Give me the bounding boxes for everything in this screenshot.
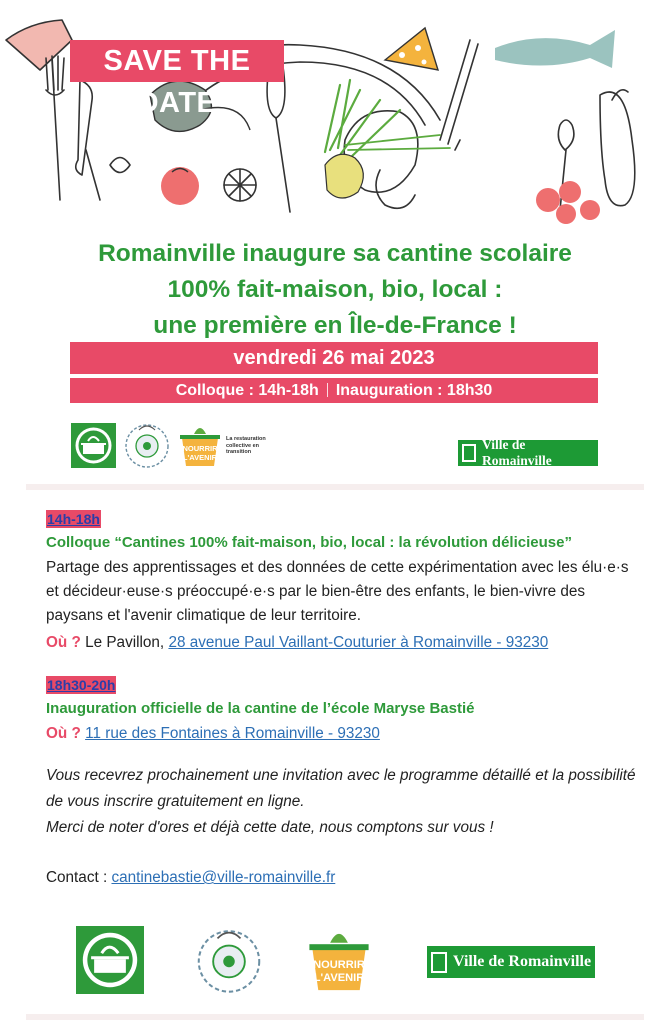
event1-time-tag: 14h-18h [47,511,100,527]
event1-where-label: Où ? [46,634,81,651]
event2-where-label: Où ? [46,725,81,742]
schedule-banner [70,378,598,403]
nourrir-footer-line-2: L'AVENIR [313,972,365,985]
invitation-note [46,763,636,841]
ville-de-romainville-logo [458,437,598,468]
section-divider-bottom [26,1014,644,1020]
save-the-date-badge: SAVE THE DATE [70,40,284,82]
green-dish-logo-footer [76,926,144,994]
invitation-note-line-2: Merci de noter d'ores et déjà cette date, nous comptons sur vous ! [46,819,494,836]
collectif-pieds-dans-le-plat-logo [122,420,172,470]
headline-line-3: une première en Île-de-France ! [153,312,517,339]
nourrir-l-avenir-logo-footer [303,922,375,996]
event1-venue: Le Pavillon, [85,634,165,651]
collectif-logo-footer [193,924,265,996]
contact-email-link[interactable]: cantinebastie@ville-romainville.fr [111,869,336,886]
section-divider-top [26,484,644,490]
green-dish-logo [71,423,116,468]
event2-address-link[interactable]: 11 rue des Fontaines à Romainville - 93230 [85,725,380,742]
event-date-banner: vendredi 26 mai 2023 [70,342,598,374]
event1-description: Partage des apprentissages et des données de cette expérimentation avec les élu·e·s et décideur·euse·s préoccupé·e·s par le bien-être des enfants, le bien-vivre des paysans et l'avenir climatique de leur territoire. [46,559,629,624]
nourrir-l-avenir-logo [176,420,224,470]
nourrir-footer-line-1: NOURRIR [313,958,365,971]
event2-time-tag: 18h30-20h [47,677,116,693]
event2-title: Inauguration officielle de la cantine de l’école Maryse Bastié [46,700,475,717]
ville-de-romainville-logo-footer [427,946,595,978]
contact-line [46,868,335,888]
schedule-colloque: Colloque : 14h-18h [175,382,319,399]
nourrir-logo-line-2: L'AVENIR [182,453,218,462]
nourrir-logo-line-1: NOURRIR [182,444,218,453]
event1-title: Colloque “Cantines 100% fait-maison, bio, local : la révolution délicieuse” [46,534,572,551]
hero-illustration [0,0,670,232]
headline-line-1: Romainville inaugure sa cantine scolaire [98,240,572,267]
romainville-emblem-footer [431,952,447,973]
event2-location [46,723,380,745]
event1-address-link[interactable]: 28 avenue Paul Vaillant-Couturier à Romainville - 93230 [168,634,549,651]
ville-logo-footer-text: Ville de Romainville [453,953,592,970]
event1-location [46,632,548,654]
headline [40,236,630,344]
contact-label: Contact : [46,869,108,886]
romainville-emblem [462,444,476,462]
invitation-note-line-1: Vous recevrez prochainement une invitation avec le programme détaillé et la possibilité de vous inscrire gratuitement en ligne. [46,767,636,810]
nourrir-tagline: La restauration collective en transition [226,436,266,455]
ville-logo-text: Ville de Romainville [481,437,552,468]
schedule-inauguration: Inauguration : 18h30 [335,382,493,399]
schedule-separator [327,383,328,397]
headline-line-2: 100% fait-maison, bio, local : [167,276,503,303]
